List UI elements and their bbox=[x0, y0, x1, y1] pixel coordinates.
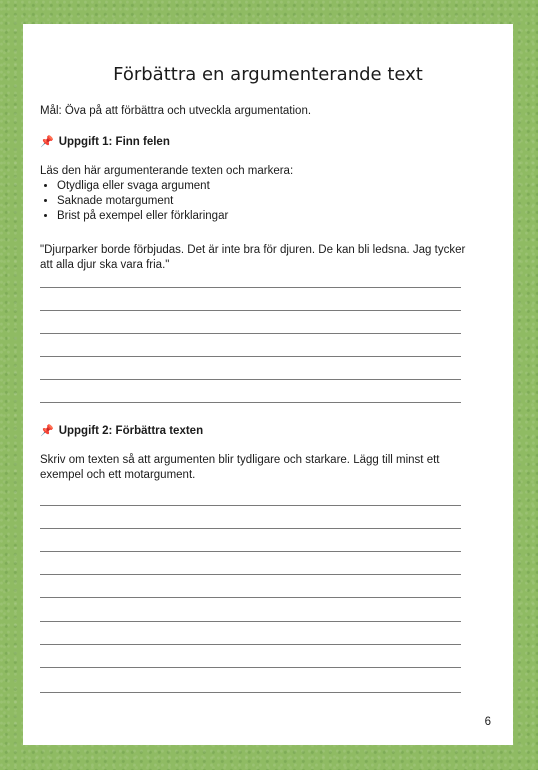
writing-line bbox=[40, 644, 461, 645]
page-title: Förbättra en argumenterande text bbox=[113, 64, 423, 85]
page-number: 6 bbox=[484, 716, 491, 728]
writing-line bbox=[40, 402, 461, 403]
writing-line bbox=[40, 505, 461, 506]
list-item: • Brist på exempel eller förklaringar bbox=[57, 209, 228, 224]
writing-line bbox=[40, 551, 461, 552]
task2-instruction: Skriv om texten så att argumenten blir tydligare och starkare. Lägg till minst ett exempel och ett motargument. bbox=[40, 454, 440, 481]
task1-heading-label: Uppgift 1: Finn felen bbox=[58, 136, 170, 148]
argument-quote: "Djurparker borde förbjudas. Det är inte bra för djuren. De kan bli ledsna. Jag tycker att alla djur ska vara fria." bbox=[40, 244, 466, 271]
writing-line bbox=[40, 528, 461, 529]
task2-heading-label: Uppgift 2: Förbättra texten bbox=[58, 425, 204, 437]
writing-line bbox=[40, 333, 461, 334]
writing-line bbox=[40, 597, 461, 598]
writing-line bbox=[40, 356, 461, 357]
worksheet-page bbox=[23, 24, 513, 745]
writing-line bbox=[40, 574, 461, 575]
task1-heading bbox=[40, 135, 170, 150]
criteria-list bbox=[40, 179, 228, 224]
writing-line bbox=[40, 379, 461, 380]
writing-line bbox=[40, 621, 461, 622]
writing-line bbox=[40, 667, 461, 668]
writing-line bbox=[40, 287, 461, 288]
pushpin-icon: 📌 bbox=[40, 136, 54, 148]
list-item: • Saknade motargument bbox=[57, 194, 228, 209]
task1-instruction: Läs den här argumenterande texten och markera: bbox=[40, 165, 294, 177]
list-item: • Otydliga eller svaga argument bbox=[57, 179, 228, 194]
pushpin-icon: 📌 bbox=[40, 425, 54, 437]
writing-line bbox=[40, 310, 461, 311]
writing-line bbox=[40, 692, 461, 693]
task2-heading bbox=[40, 424, 203, 439]
goal-text: Mål: Öva på att förbättra och utveckla argumentation. bbox=[40, 105, 312, 117]
